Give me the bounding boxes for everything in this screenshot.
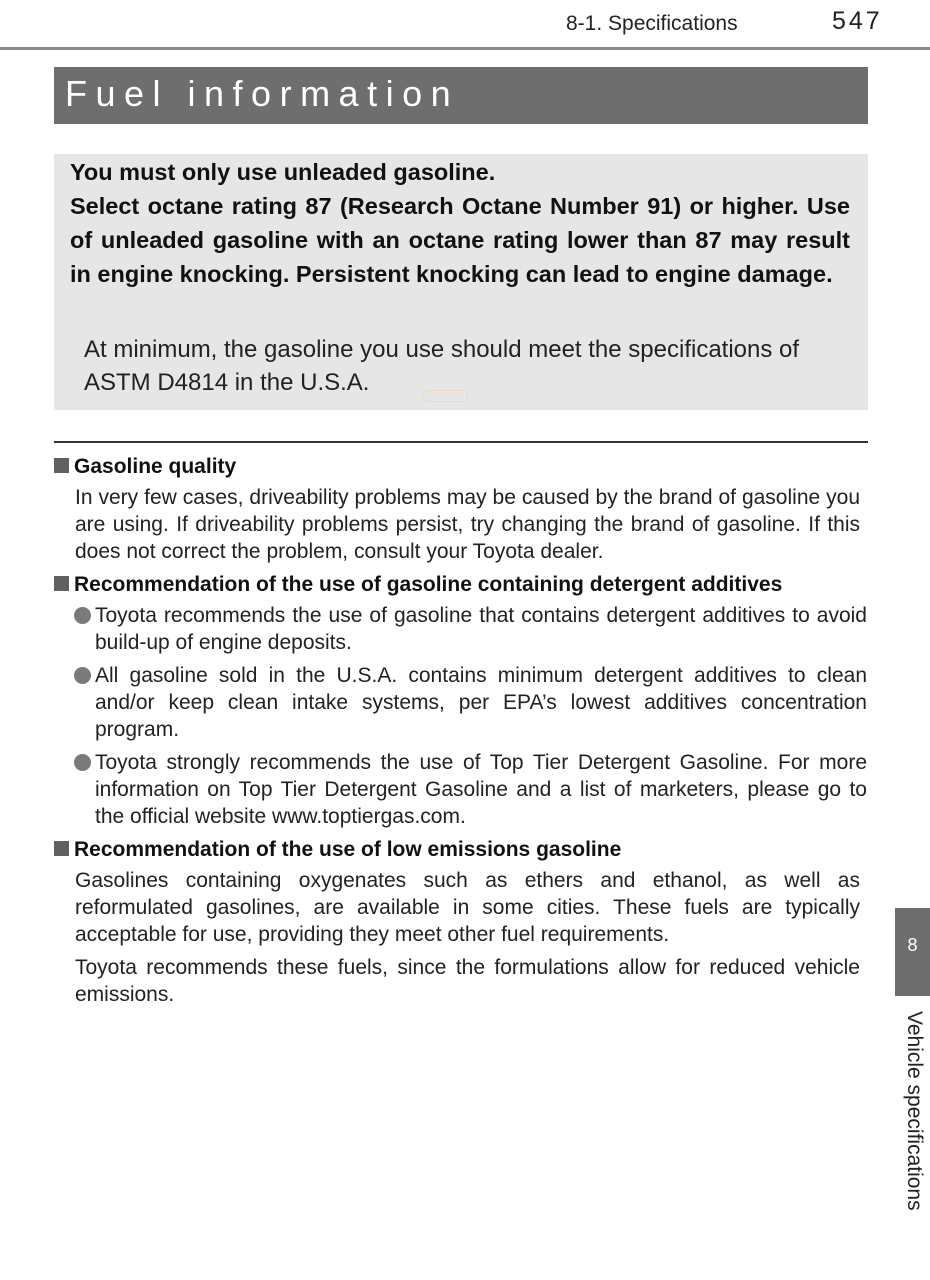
fuel-notice-box <box>54 154 868 410</box>
section-heading <box>54 571 868 598</box>
faint-watermark <box>422 390 468 402</box>
bullet-text: All gasoline sold in the U.S.A. contains minimum detergent additives to clean and/or keep clean intake systems, per EPA’s lowest additives concentration program. <box>95 664 867 741</box>
notice-warning-line: Select octane rating 87 (Research Octane Number 91) or higher. Use of unleaded gasoline with an octane rating lower than 87 may result in engine knocking. Persistent knocking can lead to engine damage. <box>70 193 850 287</box>
section-paragraph: Toyota recommends these fuels, since the formulations allow for reduced vehicle emissions. <box>75 956 860 1006</box>
square-bullet-icon <box>54 458 69 473</box>
circle-bullet-icon <box>74 754 91 771</box>
page-number: 547 <box>832 7 883 35</box>
section-paragraph: Gasolines containing oxygenates such as ethers and ethanol, as well as reformulated gasolines, are available in some cities. These fuels are typically acceptable for use, providing they meet other fuel requirements. <box>75 869 860 946</box>
chapter-number: 8 <box>907 935 918 955</box>
notice-specification <box>84 333 854 399</box>
notice-warning <box>70 155 850 291</box>
square-bullet-icon <box>54 576 69 591</box>
notice-specification-text: At minimum, the gasoline you use should meet the specifications of ASTM D4814 in the U.S.A. <box>84 336 800 396</box>
page-title: Fuel information <box>65 73 460 114</box>
header-divider <box>0 47 930 50</box>
page-title-bar <box>54 67 868 124</box>
bullet-item <box>95 662 867 743</box>
section-heading <box>54 453 868 480</box>
notice-warning-line: You must only use unleaded gasoline. <box>70 159 496 185</box>
section-header: 8-1. Specifications <box>566 12 738 35</box>
bullet-item <box>95 602 867 656</box>
bullet-text: Toyota strongly recommends the use of Top Tier Detergent Gasoline. For more information on Top Tier Detergent Gasoline and a list of marketers, please go to the official website www.toptiergas.com. <box>95 751 867 828</box>
section-heading-text: Recommendation of the use of gasoline containing detergent additives <box>74 573 783 596</box>
chapter-label: Vehicle specifications <box>903 1011 926 1211</box>
bullet-item <box>95 749 867 830</box>
section-heading <box>54 836 868 863</box>
main-content <box>54 453 868 1014</box>
section-heading-text: Gasoline quality <box>74 455 237 478</box>
bullet-text: Toyota recommends the use of gasoline that contains detergent additives to avoid build-up of engine deposits. <box>95 604 867 654</box>
section-paragraph: In very few cases, driveability problems may be caused by the brand of gasoline you are using. If driveability problems persist, try changing the brand of gasoline. If this does not correct the problem, consult your Toyota dealer. <box>75 486 860 563</box>
chapter-tab <box>895 908 930 996</box>
content-divider <box>54 441 868 443</box>
square-bullet-icon <box>54 841 69 856</box>
circle-bullet-icon <box>74 607 91 624</box>
section-heading-text: Recommendation of the use of low emissions gasoline <box>74 838 622 861</box>
circle-bullet-icon <box>74 667 91 684</box>
